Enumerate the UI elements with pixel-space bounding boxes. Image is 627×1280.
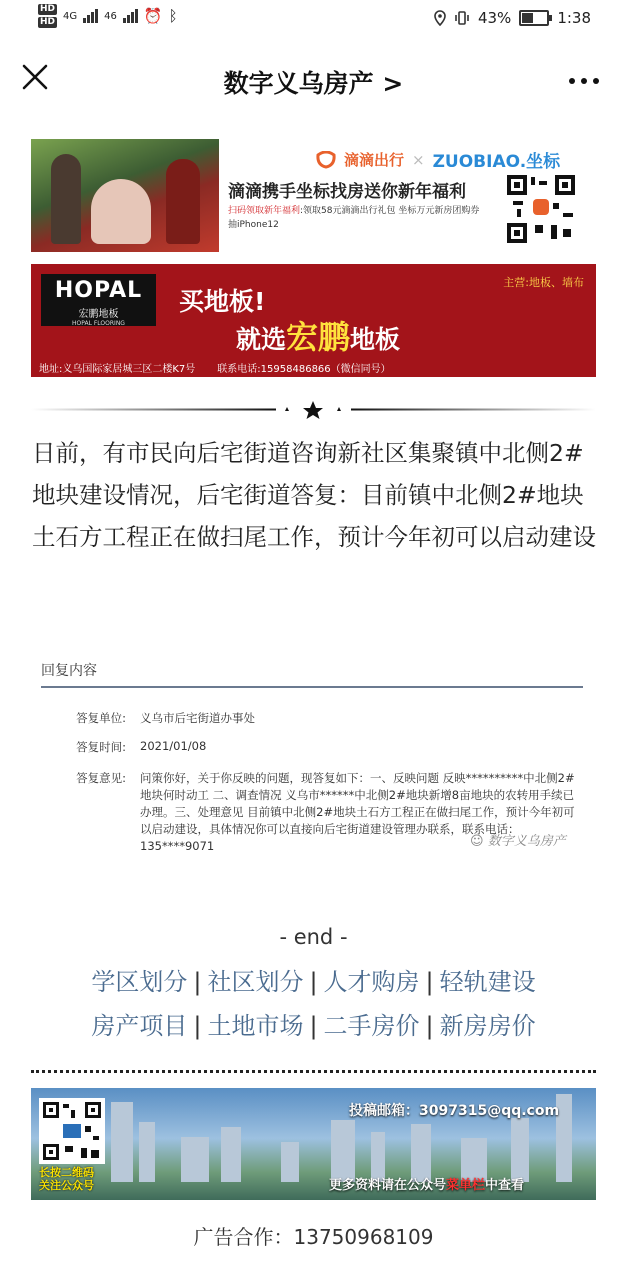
alarm-icon: ⏰ xyxy=(143,7,163,25)
link-light-rail[interactable]: 轻轨建设 xyxy=(439,968,536,996)
reply-opinion-label: 答复意见: xyxy=(76,771,126,785)
battery-percent: 43% xyxy=(477,9,512,27)
slogan-post: 地板 xyxy=(350,325,401,354)
follow-account-banner[interactable] xyxy=(31,1088,596,1200)
link-property-projects[interactable]: 房产项目 xyxy=(91,1012,188,1040)
didi-zuobiao-banner[interactable] xyxy=(31,139,596,252)
ad-subline xyxy=(228,203,479,216)
hopal-logo-text: HOPAL xyxy=(54,278,143,303)
link-row-1 xyxy=(0,962,627,997)
watermark xyxy=(470,830,566,849)
link-row-2 xyxy=(0,1006,627,1041)
watermark-text: 数字义乌房产 xyxy=(487,834,566,849)
ad-contact: 广告合作：13750968109 xyxy=(193,1225,434,1249)
hopal-logo xyxy=(41,274,156,326)
zuobiao-brand: ZUOBIAO.坐标 xyxy=(432,152,561,172)
ad-sub-rest: :领取58元滴滴出行礼包 坐标万元新房团购券 xyxy=(300,206,480,216)
reply-unit-label: 答复单位: xyxy=(76,711,126,725)
link-talent-housing[interactable]: 人才购房 xyxy=(323,968,420,996)
qr-label-line-1: 长按二维码 xyxy=(39,1166,94,1179)
bluetooth-icon: ᛒ xyxy=(168,7,178,25)
vibrate-icon xyxy=(454,10,470,26)
battery-icon xyxy=(519,10,549,26)
link-school-district[interactable]: 学区划分 xyxy=(91,968,188,996)
top-nav xyxy=(0,38,627,122)
link-resale-prices[interactable]: 二手房价 xyxy=(323,1012,420,1040)
end-marker: - end - xyxy=(279,925,348,949)
article-lead-paragraph: 日前，有市民向后宅街道咨询新社区集聚镇中北侧2#地块建设情况，后宅街道答复：目前镇中北侧2#地块土石方工程正在做扫尾工作，预计今年初可以启动建设 xyxy=(32,439,596,551)
ad2-footer xyxy=(39,360,391,375)
link-separator: | xyxy=(193,968,202,996)
slogan-brand: 宏鹏 xyxy=(286,318,351,356)
qr-label xyxy=(39,1166,94,1192)
hopal-logo-en: HOPAL FLOORING xyxy=(72,320,125,327)
ad-sub-highlight: 扫码领取新年福利 xyxy=(228,206,301,216)
link-community-district[interactable]: 社区划分 xyxy=(207,968,304,996)
reply-unit-value: 义乌市后宅街道办事处 xyxy=(140,711,255,725)
qr-code-icon xyxy=(39,1098,105,1164)
menu-hint-post: 中查看 xyxy=(485,1178,525,1193)
account-title-link[interactable]: 数字义乌房产 > xyxy=(223,69,404,98)
link-land-market[interactable]: 土地市场 xyxy=(207,1012,304,1040)
link-new-home-prices[interactable]: 新房房价 xyxy=(439,1012,536,1040)
link-separator: | xyxy=(425,968,434,996)
link-separator: | xyxy=(309,968,318,996)
reply-time-row xyxy=(64,739,584,759)
brand-separator: × xyxy=(412,150,425,169)
ad2-slogan-1: 买地板! xyxy=(179,287,266,316)
didi-logo-icon xyxy=(316,151,336,169)
clock: 1:38 xyxy=(557,9,591,27)
ad-subline-2: 抽iPhone12 xyxy=(228,220,279,230)
battery-fill xyxy=(522,13,533,23)
network-type-1: 4G xyxy=(63,10,78,22)
qr-code-icon xyxy=(505,173,577,245)
reply-section-title: 回复内容 xyxy=(41,663,97,679)
star-divider xyxy=(31,400,596,420)
reply-opinion-value: 问策你好，关于你反映的问题，现答复如下：一、反映问题 反映**********中北侧2#地块何时动工 二、调查情况 义乌市******中北侧2#地块新增8亩地块的农转用手续已办理。三、处理意见 目前镇中北侧2#地块土石方工程正在做扫尾工作，预计今年初可以启动建设，具体情况你可以直接向后宅街道建设管理办联系，联系电话：135****9071 xyxy=(140,771,575,853)
reply-divider xyxy=(41,686,583,688)
status-bar xyxy=(0,0,627,38)
status-left xyxy=(38,4,178,28)
hopal-logo-cn: 宏鹏地板 xyxy=(78,309,119,320)
link-separator: | xyxy=(425,1012,434,1040)
ad2-business: 主营:地板、墙布 xyxy=(503,276,584,289)
hd-badge-2: HD xyxy=(40,17,56,27)
network-type-2: 46 xyxy=(104,10,117,22)
ad-headline: 滴滴携手坐标找房送你新年福利 xyxy=(228,182,466,202)
wechat-icon: ☺ xyxy=(470,834,484,849)
reply-time-label: 答复时间: xyxy=(76,740,126,754)
ad2-slogan-2 xyxy=(236,312,400,358)
reply-unit-row xyxy=(64,710,584,730)
status-right xyxy=(434,9,591,27)
hd-badge-1: HD xyxy=(40,4,56,14)
submission-email: 投稿邮箱：3097315@qq.com xyxy=(349,1103,560,1119)
ad2-phone: 联系电话:15958486866（微信同号） xyxy=(217,364,391,375)
more-icon[interactable] xyxy=(569,78,599,84)
hd-indicators xyxy=(38,4,57,28)
signal-icon-2 xyxy=(123,9,138,23)
ad-brands xyxy=(316,147,560,172)
link-separator: | xyxy=(309,1012,318,1040)
qr-label-line-2: 关注公众号 xyxy=(39,1179,94,1192)
signal-icon xyxy=(83,9,98,23)
menu-hint-menu: 菜单栏 xyxy=(446,1178,486,1193)
slogan-pre: 就选 xyxy=(236,325,287,354)
location-icon xyxy=(434,10,446,26)
ad2-address: 地址:义乌国际家居城三区二楼K7号 xyxy=(39,364,196,375)
menu-hint-pre: 更多资料请在公众号 xyxy=(329,1178,447,1193)
reply-time-value: 2021/01/08 xyxy=(140,739,207,753)
dotted-divider xyxy=(31,1070,596,1073)
link-separator: | xyxy=(193,1012,202,1040)
hopal-flooring-banner[interactable] xyxy=(31,264,596,377)
didi-brand: 滴滴出行 xyxy=(344,151,405,169)
ad-family-photo xyxy=(31,139,219,252)
menu-hint xyxy=(329,1174,524,1193)
